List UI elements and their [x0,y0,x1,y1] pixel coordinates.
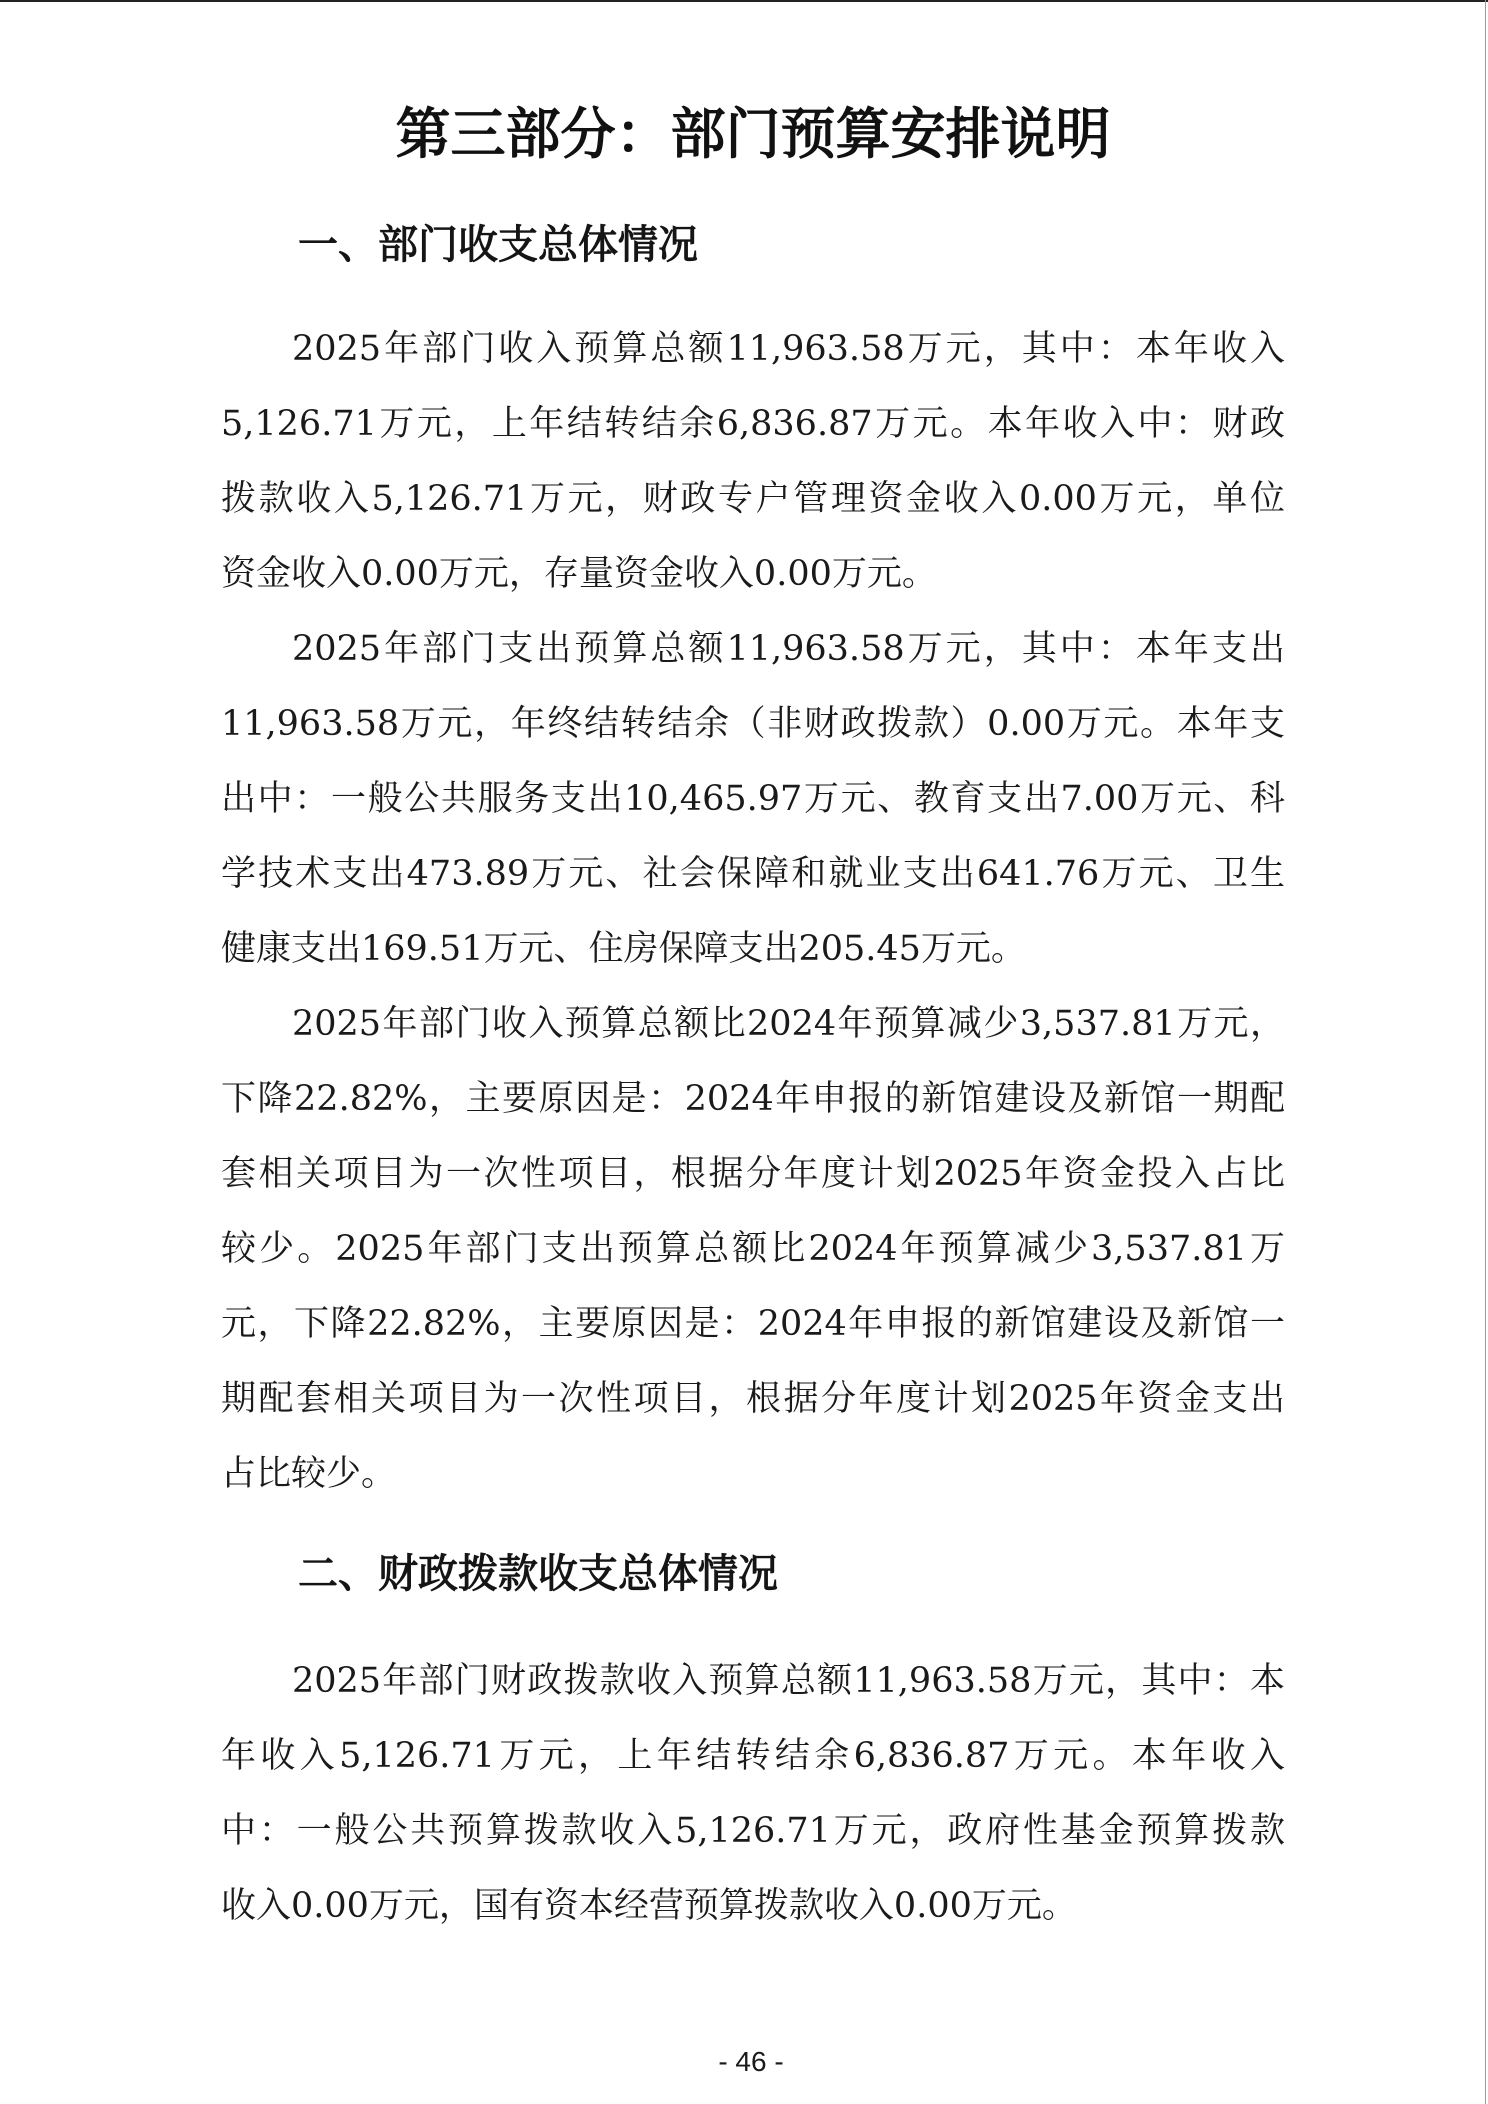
page-number: - 46 - [718,2046,784,2077]
paragraph [221,1644,1285,1944]
paragraph-line: 11,963.58万元，年终结转结余（非财政拨款）0.00万元。本年支 [221,704,1285,744]
paragraph-line: 拨款收入5,126.71万元，财政专户管理资金收入0.00万元，单位 [221,479,1285,519]
section-heading: 一、部门收支总体情况 [298,222,698,268]
paragraph [221,612,1285,987]
paragraph-line: 中：一般公共预算拨款收入5,126.71万元，政府性基金预算拨款 [221,1811,1285,1851]
paragraph-line: 期配套相关项目为一次性项目，根据分年度计划2025年资金支出 [221,1379,1285,1419]
paragraph-line: 出中：一般公共服务支出10,465.97万元、教育支出7.00万元、科 [221,779,1285,819]
page-right-border [1485,0,1486,2104]
section-heading: 二、财政拨款收支总体情况 [298,1551,778,1597]
paragraph-line: 较少。2025年部门支出预算总额比2024年预算减少3,537.81万 [221,1229,1285,1269]
paragraph-line: 下降22.82%，主要原因是：2024年申报的新馆建设及新馆一期配 [221,1079,1285,1119]
paragraph-line: 2025年部门支出预算总额11,963.58万元，其中：本年支出 [292,629,1285,669]
paragraph-line: 学技术支出473.89万元、社会保障和就业支出641.76万元、卫生 [221,854,1285,894]
paragraph-line: 占比较少。 [221,1454,397,1494]
page-top-border [0,0,1488,2]
paragraph-line: 年收入5,126.71万元，上年结转结余6,836.87万元。本年收入 [221,1736,1285,1776]
paragraph-line: 元，下降22.82%，主要原因是：2024年申报的新馆建设及新馆一 [221,1304,1285,1344]
paragraph-line: 2025年部门财政拨款收入预算总额11,963.58万元，其中：本 [292,1661,1285,1701]
paragraph [221,312,1285,612]
paragraph-line: 5,126.71万元，上年结转结余6,836.87万元。本年收入中：财政 [221,404,1285,444]
paragraph-line: 套相关项目为一次性项目，根据分年度计划2025年资金投入占比 [221,1154,1285,1194]
page-title: 第三部分：部门预算安排说明 [395,102,1111,166]
section-body [221,1644,1285,1944]
paragraph-line: 资金收入0.00万元，存量资金收入0.00万元。 [221,554,937,594]
paragraph [221,987,1285,1512]
paragraph-line: 健康支出169.51万元、住房保障支出205.45万元。 [221,929,1026,969]
paragraph-line: 2025年部门收入预算总额比2024年预算减少3,537.81万元， [292,1004,1285,1044]
paragraph-line: 2025年部门收入预算总额11,963.58万元，其中：本年收入 [292,329,1285,369]
section-body [221,312,1285,1512]
paragraph-line: 收入0.00万元，国有资本经营预算拨款收入0.00万元。 [221,1886,1077,1926]
